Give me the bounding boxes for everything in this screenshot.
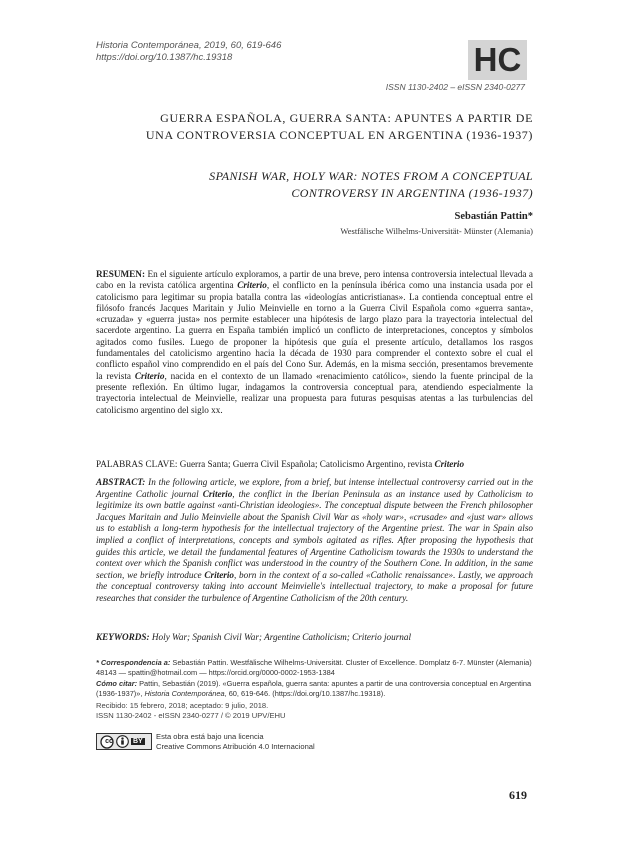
journal-logo: HC xyxy=(468,40,527,80)
abstract-text-2: , the conflict in the Iberian Peninsula as an instance used by Catholicism to legitimize its own battle against «anti-Christian ideologies». The conceptual dispute between the French philosopher Jacques Maritain and Julio Meinvielle about the Spanish Civil War as «holy war», «crusade» and «just war» allows us to establish a long-term hypothesis for the intellectual trajectory of the Argentine priest. The war in Spain also implied a conflict of interpretations, concepts and symbols agitated as rifles. After proposing the hypothesis that guides this article, we detail the fundamental features of Argentine Catholicism towards the 1930s to understand the context over which the Spanish conflict was understood in the country of the Southern Cone. In addition, in the same section, we briefly introduce xyxy=(96,488,533,580)
palabras-clave xyxy=(96,459,533,470)
title-english xyxy=(120,168,533,202)
title-spanish xyxy=(108,110,533,144)
license-line1: Esta obra está bajo una licencia xyxy=(156,732,264,741)
abstract-text-3: , born in the context of a so-called «Catholic renaissance». Lastly, we approach the conceptual controversy taking into account Meinvielle's intellectual trajectory, to make a proposal for future researches that consider the turbulence of Argentine Catholicism of the 20th century. xyxy=(96,569,533,603)
journal-header xyxy=(96,40,281,64)
keywords-journal: Criterio xyxy=(352,632,382,642)
palabras-clave-journal: Criterio xyxy=(434,459,465,469)
abstract-paragraph xyxy=(96,477,533,605)
author-name: Sebastián Pattin* xyxy=(454,211,533,222)
issn-copyright: ISSN 1130-2402 - eISSN 2340-0277 / © 2019 UPV/EHU xyxy=(96,711,286,720)
keywords-text: Holy War; Spanish Civil War; Argentine Catholicism; xyxy=(149,632,353,642)
palabras-clave-label: PALABRAS CLAVE: xyxy=(96,459,178,469)
resumen-text-1: En el siguiente artículo exploramos, a partir de una breve, pero intensa controversia intelectual llevada a cabo en la revista católica argentina xyxy=(96,269,533,291)
resumen-label: RESUMEN: xyxy=(96,269,146,279)
abstract-journal: Criterio xyxy=(202,488,233,499)
keywords xyxy=(96,632,533,643)
title-spanish-line2: UNA CONTROVERSIA CONCEPTUAL EN ARGENTINA (1936-1937) xyxy=(145,128,533,142)
correspondence-text: Sebastián Pattin. Westfälische Wilhelms-Universität. Cluster of Excellence. Domplatz 6-7. Münster (Alemania) 48143 — spattin@hotmail.com — https://orcid.org/0000-0002-1953-1384 xyxy=(96,658,532,677)
resumen-journal-2: Criterio xyxy=(134,370,165,381)
abstract-journal-2: Criterio xyxy=(204,569,234,580)
page-number: 619 xyxy=(509,788,527,802)
footnotes xyxy=(96,658,533,700)
title-english-line1: SPANISH WAR, HOLY WAR: NOTES FROM A CONCEPTUAL xyxy=(209,169,533,183)
license-text xyxy=(156,732,315,751)
palabras-clave-text: Guerra Santa; Guerra Civil Española; Catolicismo Argentino, revista xyxy=(177,459,435,469)
by-badge-text: BY xyxy=(133,738,143,745)
cite-text-1: Pattin, Sebastián (2019). «Guerra española, guerra santa: apuntes a partir de una controversia conceptual en Argentina (1936-1937)», xyxy=(96,679,532,698)
cc-license-badge[interactable] xyxy=(96,733,152,750)
cc-badge-text: cc xyxy=(105,738,113,745)
citation-note xyxy=(96,679,533,699)
title-spanish-line1: GUERRA ESPAÑOLA, GUERRA SANTA: APUNTES A PARTIR DE xyxy=(160,111,533,125)
dates-block xyxy=(96,701,286,721)
resumen-paragraph xyxy=(96,269,533,416)
abstract-label: ABSTRACT: xyxy=(96,477,146,487)
received-date: Recibido: 15 febrero, 2018; aceptado: 9 julio, 2018. xyxy=(96,701,269,710)
author-affiliation: Westfälische Wilhelms-Universität- Münster (Alemania) xyxy=(340,226,533,236)
journal-citation: Historia Contemporánea, 2019, 60, 619-646 xyxy=(96,40,282,51)
license-line2[interactable]: Creative Commons Atribución 4.0 Internacional xyxy=(156,741,315,751)
attribution-person-icon xyxy=(116,735,129,748)
correspondence-label: * Correspondencia a: xyxy=(96,658,171,667)
resumen-journal: Criterio xyxy=(237,280,267,291)
cite-journal: Historia Contemporánea xyxy=(144,689,225,698)
resumen-text-3: , nacida en el contexto de un llamado «renacimiento católico», siendo la fuente principal de la presente reflexión. En último lugar, indagamos la controversia conceptual para, atendiendo especialmente la trayectoria intelectual de Meinvielle, realizar una propuesta para futuras pesquisas atentas a las turbulencias del catolicismo argentino del siglo xx. xyxy=(96,370,533,415)
keywords-label: KEYWORDS: xyxy=(96,632,150,642)
correspondence-note xyxy=(96,658,533,678)
title-english-line2: CONTROVERSY IN ARGENTINA (1936-1937) xyxy=(291,186,533,200)
resumen-text-2: , el conflicto en la península ibérica como una instancia usada por el catolicismo para legitimar su propia batalla contra las «ideologías anticristianas». La contienda conceptual entre el filósofo francés Jacques Maritain y Julio Meinvielle en torno a la Guerra Civil Española como «guerra santa», «cruzada» y «guerra justa» nos permite establecer una hipótesis de largo plazo para la trayectoria intelectual del sacerdote argentino. La guerra en España también implicó un conflicto de interpretaciones, conceptos y símbolos agitados como fusiles. Luego de proponer la hipótesis que guía el presente artículo, detallamos los rasgos fundamentales del catolicismo argentino hacia la década de 1930 para comprender el contexto sobre el cual el conflicto español vino comprendido en el país del Cono Sur. Además, en la misma sección, presentamos brevemente la revista xyxy=(96,280,533,381)
issn-line: ISSN 1130-2402 – eISSN 2340-0277 xyxy=(385,82,525,92)
keywords-text-end: journal xyxy=(381,632,412,642)
cite-text-2: , 60, 619-646. (https://doi.org/10.1387/hc.19318). xyxy=(224,689,386,698)
cite-label: Cómo citar: xyxy=(96,679,138,688)
doi-link[interactable]: https://doi.org/10.1387/hc.19318 xyxy=(96,52,233,63)
abstract-text-1: In the following article, we explore, from a brief, but intense intellectual controversy carried out in the Argentine Catholic journal xyxy=(96,477,533,499)
